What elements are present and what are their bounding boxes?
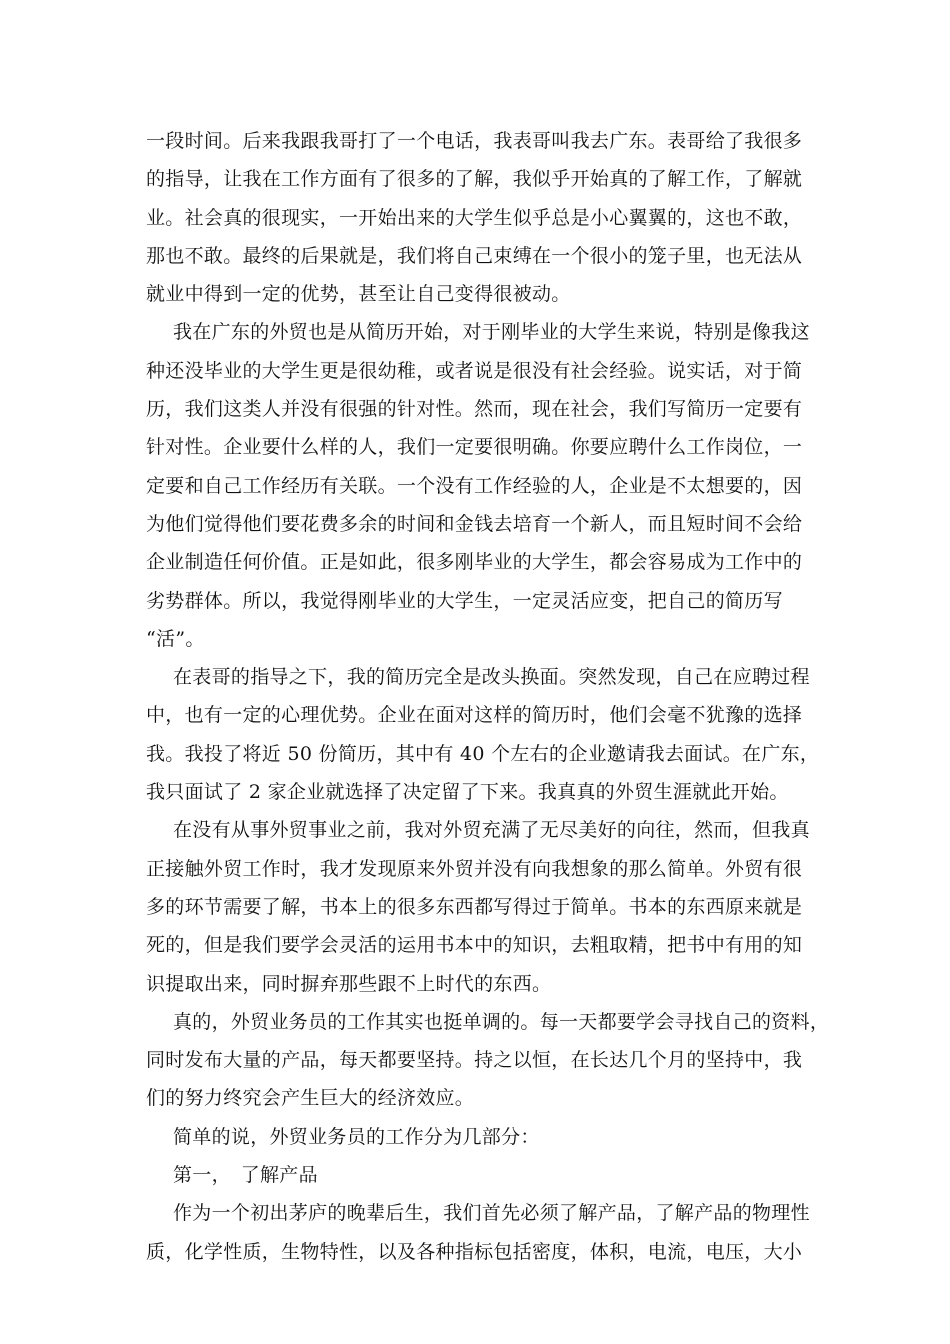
text-line: 简单的说，外贸业务员的工作分为几部分： <box>173 1125 540 1148</box>
text-line: 的指导，让我在工作方面有了很多的了解，我似乎开始真的了解工作，了解就 <box>146 168 803 191</box>
document-body <box>146 122 830 1271</box>
text-line: 就业中得到一定的优势，甚至让自己变得很被动。 <box>146 283 571 306</box>
text-line: “活”。 <box>146 627 205 650</box>
text-line: 质，化学性质，生物特性，以及各种指标包括密度，体积，电流，电压，大小 <box>146 1240 803 1263</box>
text-line: 种还没毕业的大学生更是很幼稚，或者说是很没有社会经验。说实话，对于简 <box>146 359 803 382</box>
text-line: 真的，外贸业务员的工作其实也挺单调的。每一天都要学会寻找自己的资料， <box>173 1010 830 1033</box>
text-line: 定要和自己工作经历有关联。一个没有工作经验的人，企业是不太想要的，因 <box>146 474 803 497</box>
text-line: 那也不敢。最终的后果就是，我们将自己束缚在一个很小的笼子里，也无法从 <box>146 244 803 267</box>
text-line: 劣势群体。所以，我觉得刚毕业的大学生，一定灵活应变，把自己的简历写 <box>146 589 783 612</box>
text-line: 在没有从事外贸事业之前，我对外贸充满了无尽美好的向往，然而，但我真 <box>173 819 810 842</box>
text-line: 同时发布大量的产品，每天都要坚持。持之以恒，在长达几个月的坚持中，我 <box>146 1049 803 1072</box>
text-line: 为他们觉得他们要花费多余的时间和金钱去培育一个新人，而且短时间不会给 <box>146 512 803 535</box>
text-line: 我。我投了将近 50 份简历，其中有 40 个左右的企业邀请我去面试。在广东， <box>146 742 820 765</box>
text-line: 我在广东的外贸也是从简历开始，对于刚毕业的大学生来说，特别是像我这 <box>173 321 810 344</box>
text-line: 多的环节需要了解，书本上的很多东西都写得过于简单。书本的东西原来就是 <box>146 895 803 918</box>
text-line: 业。社会真的很现实，一开始出来的大学生似乎总是小心翼翼的，这也不敢， <box>146 206 803 229</box>
text-line: 针对性。企业要什么样的人，我们一定要很明确。你要应聘什么工作岗位，一 <box>146 436 803 459</box>
text-line: 第一， 了解产品 <box>173 1164 318 1187</box>
text-line: 我只面试了 2 家企业就选择了决定留了下来。我真真的外贸生涯就此开始。 <box>146 781 789 804</box>
text-line: 一段时间。后来我跟我哥打了一个电话，我表哥叫我去广东。表哥给了我很多 <box>146 130 803 152</box>
text-line: 中，也有一定的心理优势。企业在面对这样的简历时，他们会毫不犹豫的选择 <box>146 704 803 727</box>
text-line: 历，我们这类人并没有很强的针对性。然而，现在社会，我们写简历一定要有 <box>146 398 803 421</box>
text-line: 在表哥的指导之下，我的简历完全是改头换面。突然发现，自己在应聘过程 <box>173 666 810 689</box>
text-line: 企业制造任何价值。正是如此，很多刚毕业的大学生，都会容易成为工作中的 <box>146 551 803 574</box>
text-line: 们的努力终究会产生巨大的经济效应。 <box>146 1087 475 1110</box>
text-line: 正接触外贸工作时，我才发现原来外贸并没有向我想象的那么简单。外贸有很 <box>146 857 803 880</box>
text-line: 识提取出来，同时摒弃那些跟不上时代的东西。 <box>146 972 552 995</box>
text-line: 作为一个初出茅庐的晚辈后生，我们首先必须了解产品，了解产品的物理性 <box>173 1202 810 1225</box>
text-line: 死的，但是我们要学会灵活的运用书本中的知识，去粗取精，把书中有用的知 <box>146 934 803 957</box>
